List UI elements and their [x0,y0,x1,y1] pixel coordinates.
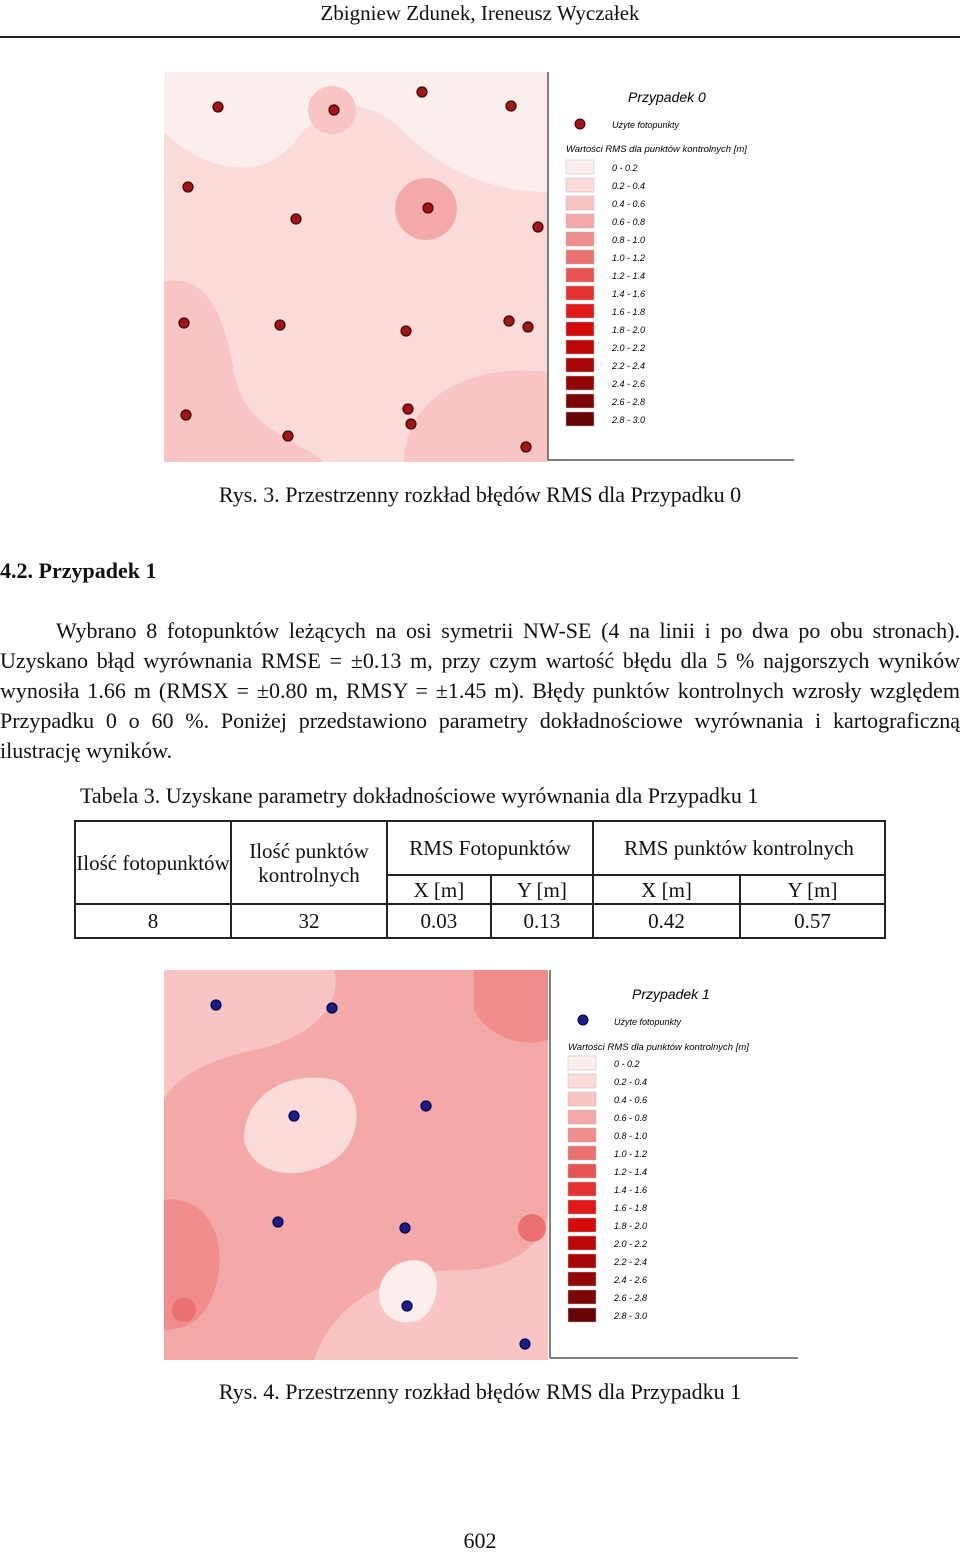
cell: 0.03 [387,904,491,938]
legend-class-label: 2.4 - 2.6 [614,1275,648,1285]
legend-swatch [568,1164,596,1178]
page-number: 602 [463,1528,497,1553]
control-point [213,102,223,112]
figure-rms-map-case-0 [164,72,804,462]
legend-swatch [568,1308,596,1322]
figure-caption-3: Rys. 3. Przestrzenny rozkład błędów RMS dla Przypadku 0 [218,482,742,507]
col-rms-foto: RMS Fotopunktów [387,821,593,875]
figure-caption-4: Rys. 4. Przestrzenny rozkład błędów RMS dla Przypadku 1 [218,1379,742,1404]
legend-scale-title: Wartości RMS dla punktów kontrolnych [m] [566,144,747,155]
legend-classes [566,160,645,426]
legend-class-label: 2.2 - 2.4 [612,361,646,371]
legend-class-label: 0.6 - 0.8 [612,217,646,227]
control-point [406,419,416,429]
legend-point-icon [578,1015,588,1025]
table-title: Tabela 3. Uzyskane parametry dokładnościowe wyrównania dla Przypadku 1 [80,783,759,808]
legend-class-label: 2.8 - 3.0 [612,415,646,425]
legend-scale-title: Wartości RMS dla punktów kontrolnych [m] [568,1042,749,1053]
legend-swatch [566,394,594,408]
control-point [401,326,411,336]
control-point [533,222,543,232]
legend-class-label: 0.8 - 1.0 [612,235,646,245]
legend-swatch [568,1254,596,1268]
legend-swatch [566,232,594,246]
legend-class-label: 0 - 0.2 [612,163,638,173]
cell: 0.13 [491,904,593,938]
paragraph-text: Wybrano 8 fotopunktów leżących na osi symetrii NW-SE (4 na linii i po dwa po obu stronach). Uzyskano błąd wyrównania RMSE = ±0.13 m, przy czym wartość błędu dla 5 % najgorszych wyników wynosiła 1.66 m (RMSX = ±0.80 m, RMSY = ±1.45 m). Błędy punktów kontrolnych wzrosły względem Przypadku 0 o 60 %. Poniżej przedstawiono parametry dokładnościowe wyrównania i kartograficzną ilustrację wyników. [0,618,960,763]
body-paragraph [0,616,960,766]
legend-swatch [568,1092,596,1106]
legend-swatch [568,1056,596,1070]
legend-class-label: 1.6 - 1.8 [614,1203,648,1213]
legend-swatch [566,268,594,282]
control-point [403,404,413,414]
legend-swatch [566,358,594,372]
legend-class-label: 1.4 - 1.6 [612,289,646,299]
legend-class-label: 1.8 - 2.0 [614,1221,648,1231]
legend-swatch [568,1146,596,1160]
legend-title: Przypadek 1 [632,986,710,1002]
col-fotopunkty: Ilość fotopunktów [75,821,231,904]
control-point [521,442,531,452]
cell: 0.57 [740,904,885,938]
control-point [523,322,533,332]
col-rms-kontrolne: RMS punktów kontrolnych [593,821,885,875]
running-header [0,0,960,38]
col-y-kontr: Y [m] [740,875,885,904]
legend-swatch [568,1182,596,1196]
legend-classes [568,1056,647,1322]
legend-class-label: 0.8 - 1.0 [614,1131,648,1141]
legend-class-label: 1.2 - 1.4 [614,1167,648,1177]
map-hotspot [518,1214,546,1242]
legend-swatch [568,1218,596,1232]
control-point [329,105,339,115]
legend-swatch [566,412,594,426]
map-hotspot [172,1298,196,1322]
legend-class-label: 0.4 - 0.6 [614,1095,648,1105]
col-x-kontr: X [m] [593,875,740,904]
control-point [520,1339,530,1349]
legend-class-label: 2.0 - 2.2 [614,1239,648,1249]
legend-class-label: 1.4 - 1.6 [614,1185,648,1195]
legend-class-label: 2.2 - 2.4 [614,1257,648,1267]
legend-swatch [566,340,594,354]
legend-class-label: 0 - 0.2 [614,1059,640,1069]
col-x-foto: X [m] [387,875,491,904]
control-point [417,87,427,97]
legend-swatch [566,178,594,192]
legend-class-label: 0.2 - 0.4 [614,1077,648,1087]
control-point [402,1301,412,1311]
accuracy-table [74,820,886,939]
legend-swatch [568,1272,596,1286]
legend-class-label: 2.6 - 2.8 [614,1293,648,1303]
col-kontrolne: Ilość punktów kontrolnych [231,821,387,904]
map-svg-case-0 [164,72,804,462]
legend-swatch [568,1236,596,1250]
legend-swatch [566,304,594,318]
legend-class-label: 1.8 - 2.0 [612,325,646,335]
legend-class-label: 0.2 - 0.4 [612,181,646,191]
legend-swatch [566,286,594,300]
legend-point-label: Użyte fotopunkty [614,1017,682,1027]
control-point [183,182,193,192]
control-point [327,1003,337,1013]
legend-class-label: 0.4 - 0.6 [612,199,646,209]
legend-swatch [566,160,594,174]
legend-class-label: 1.0 - 1.2 [614,1149,648,1159]
legend-class-label: 1.6 - 1.8 [612,307,646,317]
legend-swatch [568,1074,596,1088]
legend-swatch [568,1110,596,1124]
col-y-foto: Y [m] [491,875,593,904]
legend-swatch [566,250,594,264]
control-point [506,101,516,111]
section-title: 4.2. Przypadek 1 [0,558,157,583]
legend-point-icon [575,119,585,129]
control-point [421,1101,431,1111]
legend-swatch [568,1200,596,1214]
legend-class-label: 2.6 - 2.8 [612,397,646,407]
legend-swatch [566,196,594,210]
legend-swatch [568,1290,596,1304]
figure-rms-map-case-1 [164,970,804,1360]
legend-class-label: 0.6 - 0.8 [614,1113,648,1123]
map-svg-case-1 [164,970,804,1360]
control-point [181,410,191,420]
header-authors: Zbigniew Zdunek, Ireneusz Wyczałek [320,1,640,25]
control-point [423,203,433,213]
control-point [273,1217,283,1227]
legend-class-label: 2.8 - 3.0 [614,1311,648,1321]
legend-title: Przypadek 0 [628,89,706,105]
legend-class-label: 1.2 - 1.4 [612,271,646,281]
table-row [75,904,885,938]
legend-point-label: Użyte fotopunkty [612,120,680,130]
cell: 32 [231,904,387,938]
legend-swatch [566,322,594,336]
legend-class-label: 1.0 - 1.2 [612,253,646,263]
cell: 0.42 [593,904,740,938]
control-point [400,1223,410,1233]
control-point [275,320,285,330]
control-point [211,1000,221,1010]
control-point [289,1111,299,1121]
control-point [504,316,514,326]
legend-swatch [566,214,594,228]
control-point [291,214,301,224]
legend-class-label: 2.0 - 2.2 [612,343,646,353]
control-point [179,318,189,328]
control-point [283,431,293,441]
legend-swatch [566,376,594,390]
cell: 8 [75,904,231,938]
legend-class-label: 2.4 - 2.6 [612,379,646,389]
legend-swatch [568,1128,596,1142]
